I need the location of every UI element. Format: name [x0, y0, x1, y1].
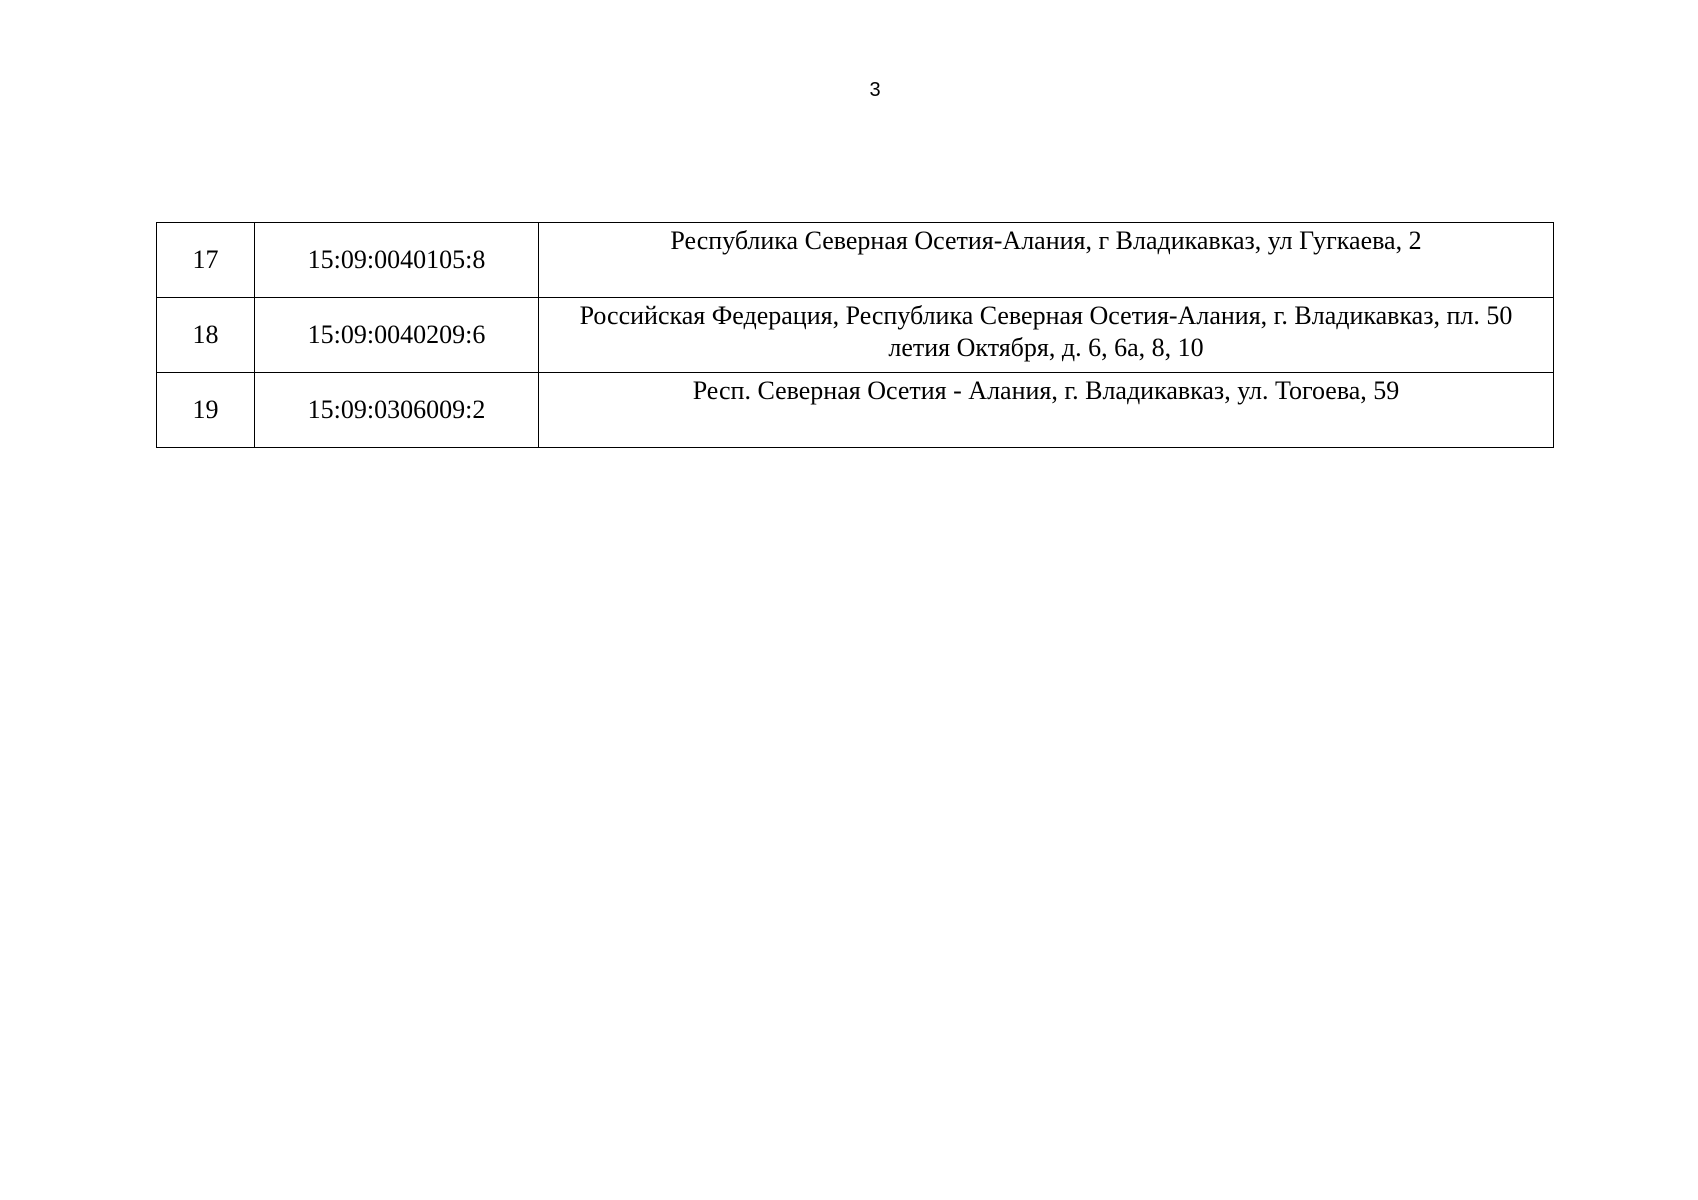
cadastral-number-cell: 15:09:0040105:8 — [255, 223, 539, 298]
address-cell: Российская Федерация, Республика Северная Осетия-Алания, г. Владикавказ, пл. 50 летия Октября, д. 6, 6а, 8, 10 — [539, 298, 1554, 373]
row-number-cell: 17 — [157, 223, 255, 298]
table-row — [157, 298, 1554, 373]
table-row — [157, 373, 1554, 448]
table-row — [157, 223, 1554, 298]
address-cell: Респ. Северная Осетия - Алания, г. Владикавказ, ул. Тогоева, 59 — [539, 373, 1554, 448]
row-number-cell: 18 — [157, 298, 255, 373]
cadastral-number-cell: 15:09:0040209:6 — [255, 298, 539, 373]
page-number: 3 — [869, 79, 881, 101]
row-number-cell: 19 — [157, 373, 255, 448]
address-cell: Республика Северная Осетия-Алания, г Владикавказ, ул Гугкаева, 2 — [539, 223, 1554, 298]
land-plots-table — [156, 222, 1554, 448]
cadastral-number-cell: 15:09:0306009:2 — [255, 373, 539, 448]
